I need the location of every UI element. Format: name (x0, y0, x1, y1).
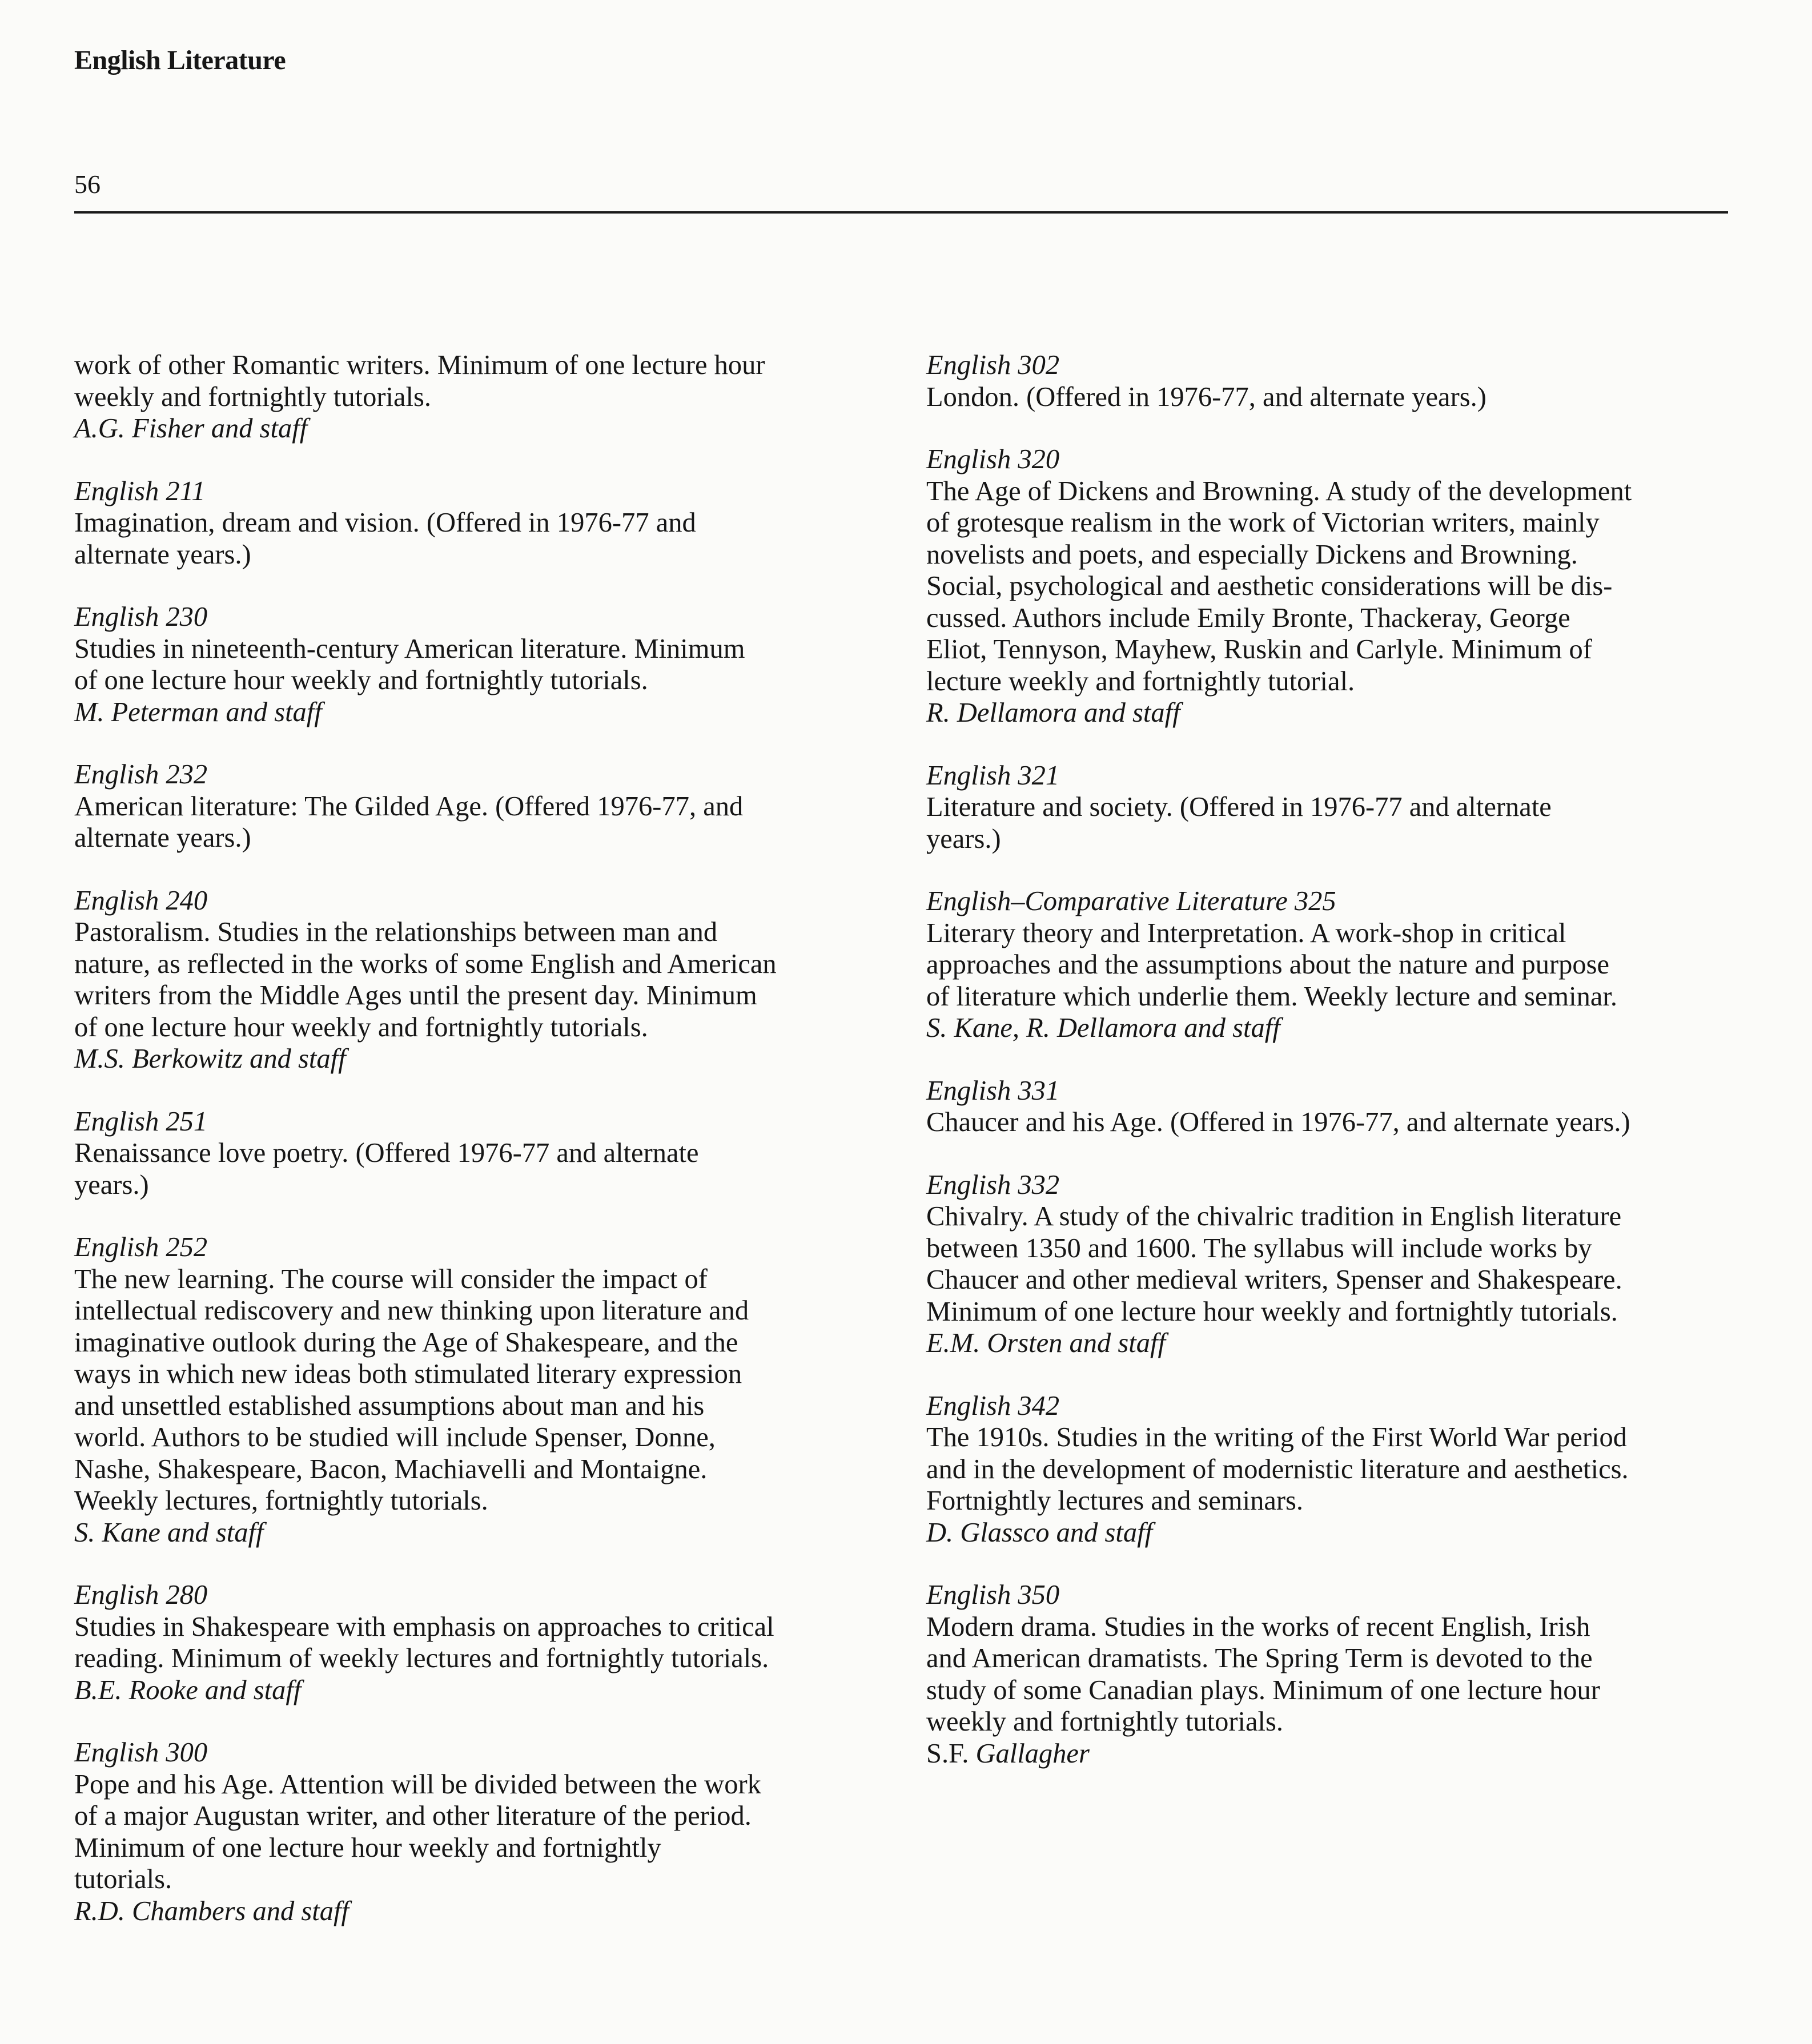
description-line: imaginative outlook during the Age of Shakespeare, and the (74, 1327, 738, 1358)
description-line: Social, psychological and aesthetic considerations will be dis- (926, 571, 1613, 601)
description-line: Eliot, Tennyson, Mayhew, Ruskin and Carlyle. Minimum of (926, 634, 1592, 665)
course-entry-continued (74, 349, 885, 445)
course-entry (74, 1737, 885, 1927)
description-line: reading. Minimum of weekly lectures and fortnightly tutorials. (74, 1643, 769, 1673)
page-number: 56 (74, 170, 101, 199)
description-line: of a major Augustan writer, and other literature of the period. (74, 1801, 752, 1831)
description-line: American literature: The Gilded Age. (Offered 1976-77, and (74, 791, 744, 822)
description-line: of one lecture hour weekly and fortnightly tutorials. (74, 1012, 648, 1043)
course-code: English 321 (926, 760, 1060, 791)
course-entry (74, 885, 885, 1075)
description-line: Minimum of one lecture hour weekly and fortnightly (74, 1832, 661, 1863)
description-line: of grotesque realism in the work of Victorian writers, mainly (926, 508, 1600, 538)
description-line: Imagination, dream and vision. (Offered in 1976-77 and (74, 508, 696, 538)
course-code: English 251 (74, 1106, 208, 1137)
course-code: English 320 (926, 444, 1060, 474)
description-line: between 1350 and 1600. The syllabus will include works by (926, 1233, 1592, 1264)
course-entry (926, 886, 1737, 1044)
description-line: approaches and the assumptions about the nature and purpose (926, 949, 1609, 980)
description-line: weekly and fortnightly tutorials. (74, 381, 431, 412)
description-line: nature, as reflected in the works of some English and American (74, 948, 777, 979)
instructor: M.S. Berkowitz and staff (74, 1044, 346, 1074)
right-column (926, 349, 1737, 1800)
instructor: S. Kane, R. Dellamora and staff (926, 1013, 1280, 1043)
description-line: The Age of Dickens and Browning. A study of the development (926, 476, 1632, 506)
description-line: Nashe, Shakespeare, Bacon, Machiavelli and Montaigne. (74, 1454, 708, 1484)
description-line: of literature which underlie them. Weekly lecture and seminar. (926, 981, 1617, 1012)
description-line: The 1910s. Studies in the writing of the First World War period (926, 1422, 1628, 1452)
description-line: Modern drama. Studies in the works of recent English, Irish (926, 1611, 1590, 1642)
description-line: work of other Romantic writers. Minimum of one lecture hour (74, 350, 765, 380)
left-course-list (74, 476, 885, 1928)
description-line: alternate years.) (74, 539, 251, 570)
description-line: Studies in Shakespeare with emphasis on approaches to critical (74, 1611, 774, 1642)
instructor: A.G. Fisher and staff (74, 413, 308, 444)
course-code: English 211 (74, 476, 206, 506)
course-entry (926, 1390, 1737, 1549)
description-line: Fortnightly lectures and seminars. (926, 1486, 1304, 1516)
instructor: B.E. Rooke and staff (74, 1675, 302, 1705)
description-line: Pope and his Age. Attention will be divided between the work (74, 1769, 761, 1800)
course-code: English 280 (74, 1580, 208, 1610)
description-line: ways in which new ideas both stimulated literary expression (74, 1359, 742, 1389)
course-entry (74, 1106, 885, 1201)
header-rule (74, 211, 1728, 214)
course-code: English 300 (74, 1737, 208, 1768)
course-entry (926, 1075, 1737, 1138)
instructor (926, 1738, 1737, 1770)
course-code: English 342 (926, 1390, 1060, 1421)
description-line: cussed. Authors include Emily Bronte, Thackeray, George (926, 602, 1570, 633)
course-entry (926, 760, 1737, 855)
instructor: M. Peterman and staff (74, 697, 322, 727)
course-code: English–Comparative Literature 325 (926, 886, 1336, 916)
course-entry (926, 349, 1737, 413)
course-entry (74, 476, 885, 571)
description-line: and unsettled established assumptions about man and his (74, 1390, 705, 1421)
description-line: lecture weekly and fortnightly tutorial. (926, 666, 1355, 697)
course-entry (926, 444, 1737, 729)
description-line: London. (Offered in 1976-77, and alternate years.) (926, 381, 1486, 412)
description-line: Studies in nineteenth-century American literature. Minimum (74, 633, 745, 664)
course-code: English 240 (74, 885, 208, 916)
description-line: Chaucer and other medieval writers, Spenser and Shakespeare. (926, 1265, 1622, 1295)
description-line: study of some Canadian plays. Minimum of one lecture hour (926, 1675, 1600, 1705)
left-column (74, 349, 885, 1958)
description-line: Minimum of one lecture hour weekly and fortnightly tutorials. (926, 1296, 1618, 1327)
description-line: and in the development of modernistic literature and aesthetics. (926, 1454, 1629, 1484)
course-entry (74, 759, 885, 854)
description-line: years.) (926, 823, 1001, 854)
instructor-initials: S.F. (926, 1738, 969, 1769)
course-code: English 252 (74, 1232, 208, 1262)
course-entry (74, 1232, 885, 1548)
description-line: world. Authors to be studied will include Spenser, Donne, (74, 1422, 716, 1452)
description-line: tutorials. (74, 1864, 172, 1894)
description-line: Chivalry. A study of the chivalric tradition in English literature (926, 1201, 1622, 1232)
description-line: Literature and society. (Offered in 1976-77 and alternate (926, 792, 1552, 822)
section-title: English Literature (74, 45, 286, 75)
instructor: E.M. Orsten and staff (926, 1328, 1166, 1358)
description-line: of one lecture hour weekly and fortnightly tutorials. (74, 665, 648, 695)
instructor-surname: Gallagher (975, 1738, 1090, 1769)
instructor: S. Kane and staff (74, 1517, 264, 1548)
course-code: English 230 (74, 602, 208, 632)
description-line: Renaissance love poetry. (Offered 1976-77 and alternate (74, 1138, 699, 1168)
description-line: Pastoralism. Studies in the relationships between man and (74, 917, 718, 947)
course-entry (74, 601, 885, 728)
right-course-list (926, 349, 1737, 1769)
description-line: and American dramatists. The Spring Term is devoted to the (926, 1643, 1593, 1673)
description-line: alternate years.) (74, 823, 251, 853)
description-line: novelists and poets, and especially Dickens and Browning. (926, 539, 1578, 570)
description-line: Chaucer and his Age. (Offered in 1976-77, and alternate years.) (926, 1107, 1630, 1137)
description-line: weekly and fortnightly tutorials. (926, 1707, 1283, 1737)
course-entry (926, 1169, 1737, 1359)
course-code: English 331 (926, 1075, 1060, 1106)
description-line: Weekly lectures, fortnightly tutorials. (74, 1486, 488, 1516)
course-code: English 302 (926, 350, 1060, 380)
description-line: Literary theory and Interpretation. A work-shop in critical (926, 918, 1566, 948)
instructor: R.D. Chambers and staff (74, 1896, 349, 1926)
course-code: English 232 (74, 759, 208, 790)
course-code: English 332 (926, 1169, 1060, 1200)
instructor: R. Dellamora and staff (926, 698, 1180, 728)
description-line: writers from the Middle Ages until the present day. Minimum (74, 980, 757, 1011)
description-line: intellectual rediscovery and new thinking upon literature and (74, 1295, 749, 1326)
instructor: D. Glassco and staff (926, 1517, 1153, 1548)
course-entry (926, 1579, 1737, 1769)
course-entry (74, 1579, 885, 1706)
course-code: English 350 (926, 1580, 1060, 1610)
description-line: The new learning. The course will consider the impact of (74, 1264, 708, 1294)
description-line: years.) (74, 1169, 149, 1200)
